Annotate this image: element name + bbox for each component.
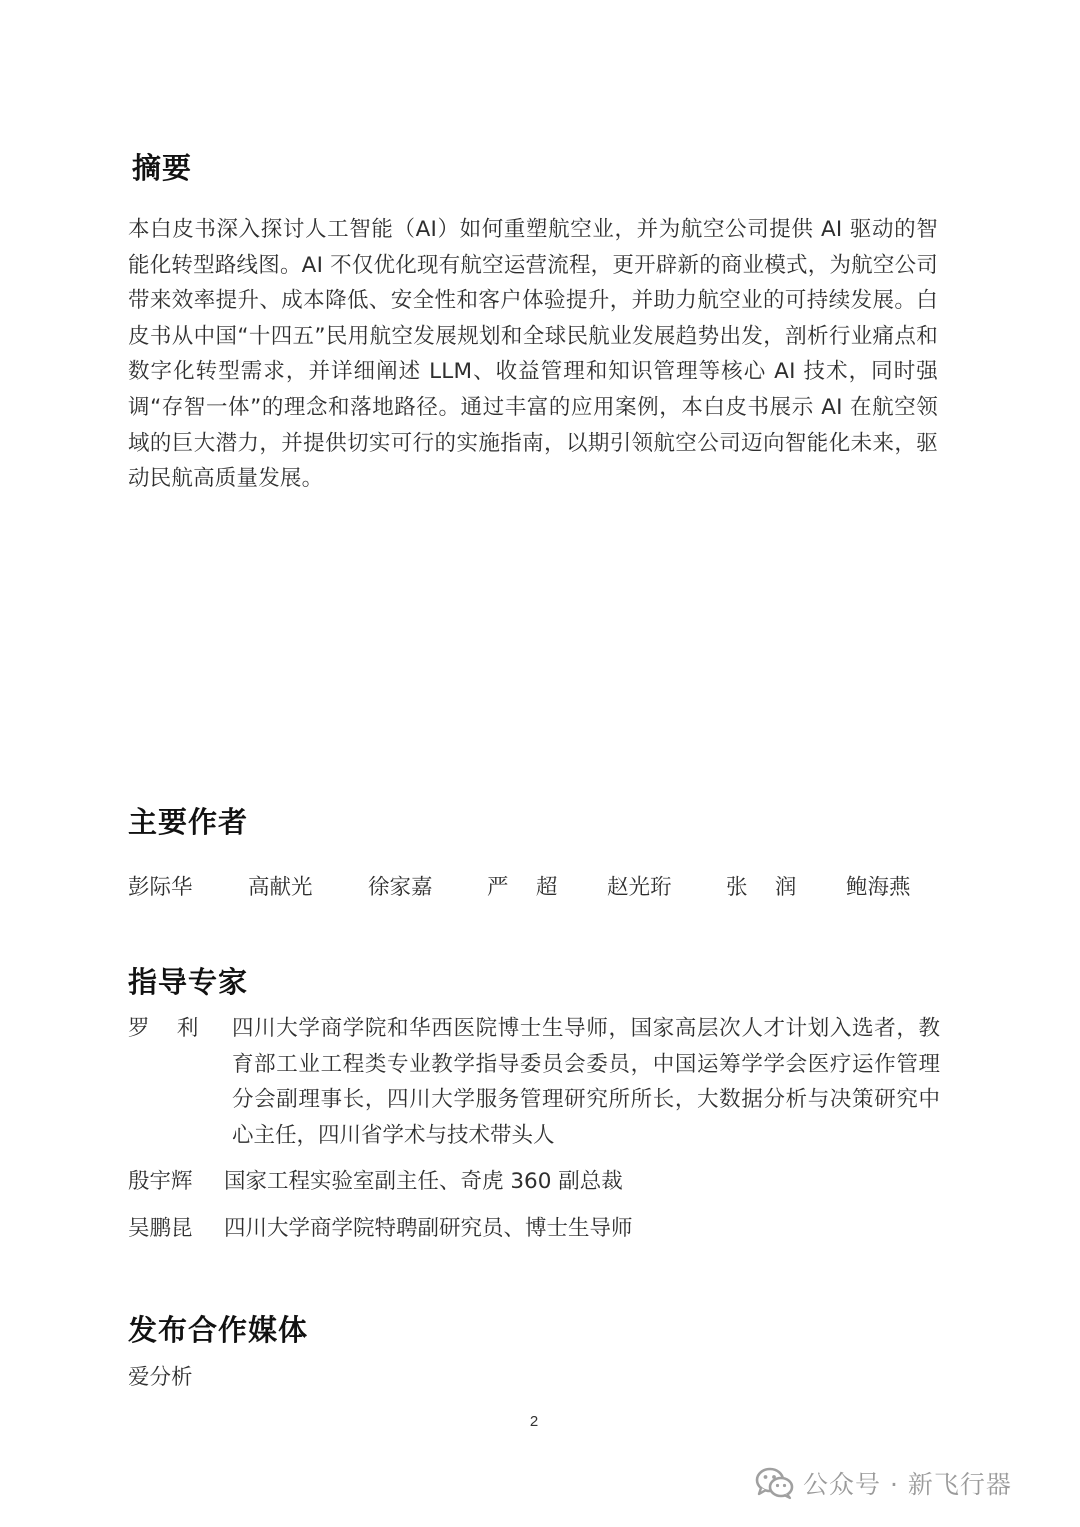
author-name: 鲍海燕 [846, 875, 911, 900]
watermark [755, 1463, 1012, 1503]
expert-name: 罗 利 [128, 1016, 199, 1041]
author-name: 高献光 [248, 875, 313, 900]
authors-heading: 主要作者 [128, 805, 249, 839]
wechat-icon [755, 1466, 795, 1500]
expert-description: 四川大学商学院和华西医院博士生导师，国家高层次人才计划入选者，教育部工业工程类专业教学指导委员会委员，中国运筹学学会医疗运作管理分会副理事长，四川大学服务管理研究所所长，大数据分析与决策研究中心主任，四川省学术与技术带头人 [232, 1016, 940, 1148]
author-name: 赵光珩 [607, 875, 672, 900]
media-heading: 发布合作媒体 [128, 1313, 309, 1347]
expert-name: 殷宇辉 [128, 1169, 193, 1194]
expert-description: 国家工程实验室副主任、奇虎 360 副总裁 [224, 1169, 623, 1194]
watermark-text: 公众号 · 新飞行器 [803, 1470, 1012, 1499]
author-name: 张 润 [726, 875, 797, 900]
author-name: 严 超 [487, 875, 558, 900]
abstract-body: 本白皮书深入探讨人工智能（AI）如何重塑航空业，并为航空公司提供 AI 驱动的智能化转型路线图。AI 不仅优化现有航空运营流程，更开辟新的商业模式，为航空公司带来效率提升、成本降低、安全性和客户体验提升，并助力航空业的可持续发展。白皮书从中国“十四五”民用航空发展规划和全球民航业发展趋势出发，剖析行业痛点和数字化转型需求，并详细阐述 LLM、收益管理和知识管理等核心 AI 技术，同时强调“存智一体”的理念和落地路径。通过丰富的应用案例，本白皮书展示 AI 在航空领域的巨大潜力，并提供切实可行的实施指南，以期引领航空公司迈向智能化未来，驱动民航高质量发展。 [128, 217, 938, 492]
experts-heading: 指导专家 [128, 965, 249, 999]
abstract-heading: 摘要 [132, 151, 193, 185]
page-number: 2 [529, 1413, 539, 1430]
authors-list [128, 872, 948, 904]
author-name: 彭际华 [128, 875, 193, 900]
author-name: 徐家嘉 [368, 875, 433, 900]
expert-description: 四川大学商学院特聘副研究员、博士生导师 [224, 1216, 633, 1241]
media-partner-name: 爱分析 [128, 1365, 193, 1390]
expert-name: 吴鹏昆 [128, 1216, 193, 1241]
